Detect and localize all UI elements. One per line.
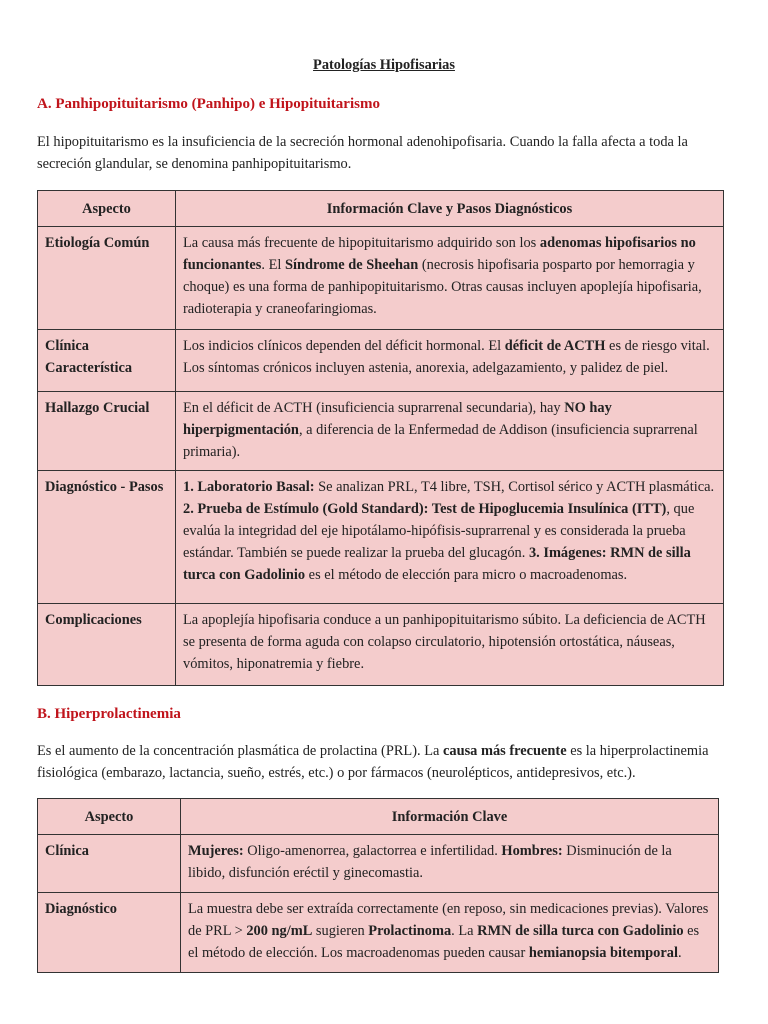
row-content: La muestra debe ser extraída correctamente (en reposo, sin medicaciones previas). Valores de PRL > 200 ng/mL sugieren Prolactinoma. La RMN de silla turca con Gadolinio es el método de elección. Los macroadenomas pueden causar hemianopsia bitemporal. xyxy=(181,893,719,973)
section-b-intro: Es el aumento de la concentración plasmática de prolactina (PRL). La causa más frecuente es la hiperprolactinemia fisiológica (embarazo, lactancia, sueño, estrés, etc.) o por fármacos (neurolépticos, antidepresivos, etc.). xyxy=(37,743,709,781)
table-hiperprolactinemia xyxy=(37,798,719,973)
row-content: En el déficit de ACTH (insuficiencia suprarrenal secundaria), hay NO hay hiperpigmentación, a diferencia de la Enfermedad de Addison (insuficiencia suprarrenal primaria). xyxy=(176,392,724,471)
table-panhipopituitarismo xyxy=(37,190,724,686)
bold-text: Mujeres: xyxy=(188,843,244,859)
table-row xyxy=(38,330,724,392)
table-row xyxy=(38,893,719,973)
row-content: 1. Laboratorio Basal: Se analizan PRL, T4 libre, TSH, Cortisol sérico y ACTH plasmática. 2. Prueba de Estímulo (Gold Standard): Test de Hipoglucemia Insulínica (ITT), que evalúa la integridad del eje hipotálamo-hipófisis-suprarrenal y es considerada la prueba estándar. También se puede realizar la prueba del glucagón. 3. Imágenes: RMN de silla turca con Gadolinio es el método de elección para micro o macroadenomas. xyxy=(176,471,724,604)
bold-text: hemianopsia bitemporal xyxy=(528,945,678,961)
row-aspect: Diagnóstico xyxy=(38,893,181,973)
table-row xyxy=(38,227,724,330)
bold-text: RMN de silla turca con Gadolinio xyxy=(477,923,684,939)
row-aspect: Complicaciones xyxy=(38,604,176,686)
row-aspect: Etiología Común xyxy=(38,227,176,330)
page-title: Patologías Hipofisarias xyxy=(313,57,455,73)
table-header-info: Información Clave xyxy=(181,799,719,835)
row-aspect: Clínica xyxy=(38,835,181,893)
bold-text: Síndrome de Sheehan xyxy=(284,257,419,273)
section-b-heading: B. Hiperprolactinemia xyxy=(37,706,181,722)
section-a-heading: A. Panhipopituitarismo (Panhipo) e Hipopituitarismo xyxy=(37,96,380,112)
section-a-intro: El hipopituitarismo es la insuficiencia de la secreción hormonal adenohipofisaria. Cuando la falla afecta a toda la secreción glandular, se denomina panhipopituitarismo. xyxy=(37,134,688,172)
row-content: Mujeres: Oligo-amenorrea, galactorrea e infertilidad. Hombres: Disminución de la libido, disfunción eréctil y ginecomastia. xyxy=(181,835,719,893)
bold-text: 2. Prueba de Estímulo (Gold Standard): Test de Hipoglucemia Insulínica (ITT) xyxy=(183,501,667,517)
bold-text: Hombres: xyxy=(501,843,563,859)
table-row xyxy=(38,392,724,471)
bold-text: déficit de ACTH xyxy=(504,338,606,354)
row-aspect: Clínica Característica xyxy=(38,330,176,392)
table-row xyxy=(38,471,724,604)
row-aspect: Hallazgo Crucial xyxy=(38,392,176,471)
row-aspect: Diagnóstico - Pasos xyxy=(38,471,176,604)
bold-text: adenomas hipofisarios no funcionantes xyxy=(183,235,696,273)
table-header-info: Información Clave y Pasos Diagnósticos xyxy=(176,191,724,227)
bold-text: Prolactinoma xyxy=(368,923,452,939)
bold-text: causa más frecuente xyxy=(442,743,567,759)
bold-text: 3. Imágenes: RMN de silla turca con Gadolinio xyxy=(183,545,691,583)
table-row xyxy=(38,835,719,893)
table-row xyxy=(38,604,724,686)
row-content: La apoplejía hipofisaria conduce a un panhipopituitarismo súbito. La deficiencia de ACTH se presenta de forma aguda con colapso circulatorio, hipotensión ortostática, náuseas, vómitos, hiponatremia y fiebre. xyxy=(176,604,724,686)
table-header-aspect: Aspecto xyxy=(38,191,176,227)
bold-text: 200 ng/mL xyxy=(246,923,313,939)
table-header-aspect: Aspecto xyxy=(38,799,181,835)
bold-text: 1. Laboratorio Basal: xyxy=(183,479,315,495)
bold-text: NO hay hiperpigmentación xyxy=(183,400,612,438)
row-content: Los indicios clínicos dependen del déficit hormonal. El déficit de ACTH es de riesgo vital. Los síntomas crónicos incluyen astenia, anorexia, adelgazamiento, y palidez de piel. xyxy=(176,330,724,392)
row-content: La causa más frecuente de hipopituitarismo adquirido son los adenomas hipofisarios no funcionantes. El Síndrome de Sheehan (necrosis hipofisaria posparto por hemorragia y choque) es una forma de panhipopituitarismo. Otras causas incluyen apoplejía hipofisaria, radioterapia y craneofaringiomas. xyxy=(176,227,724,330)
